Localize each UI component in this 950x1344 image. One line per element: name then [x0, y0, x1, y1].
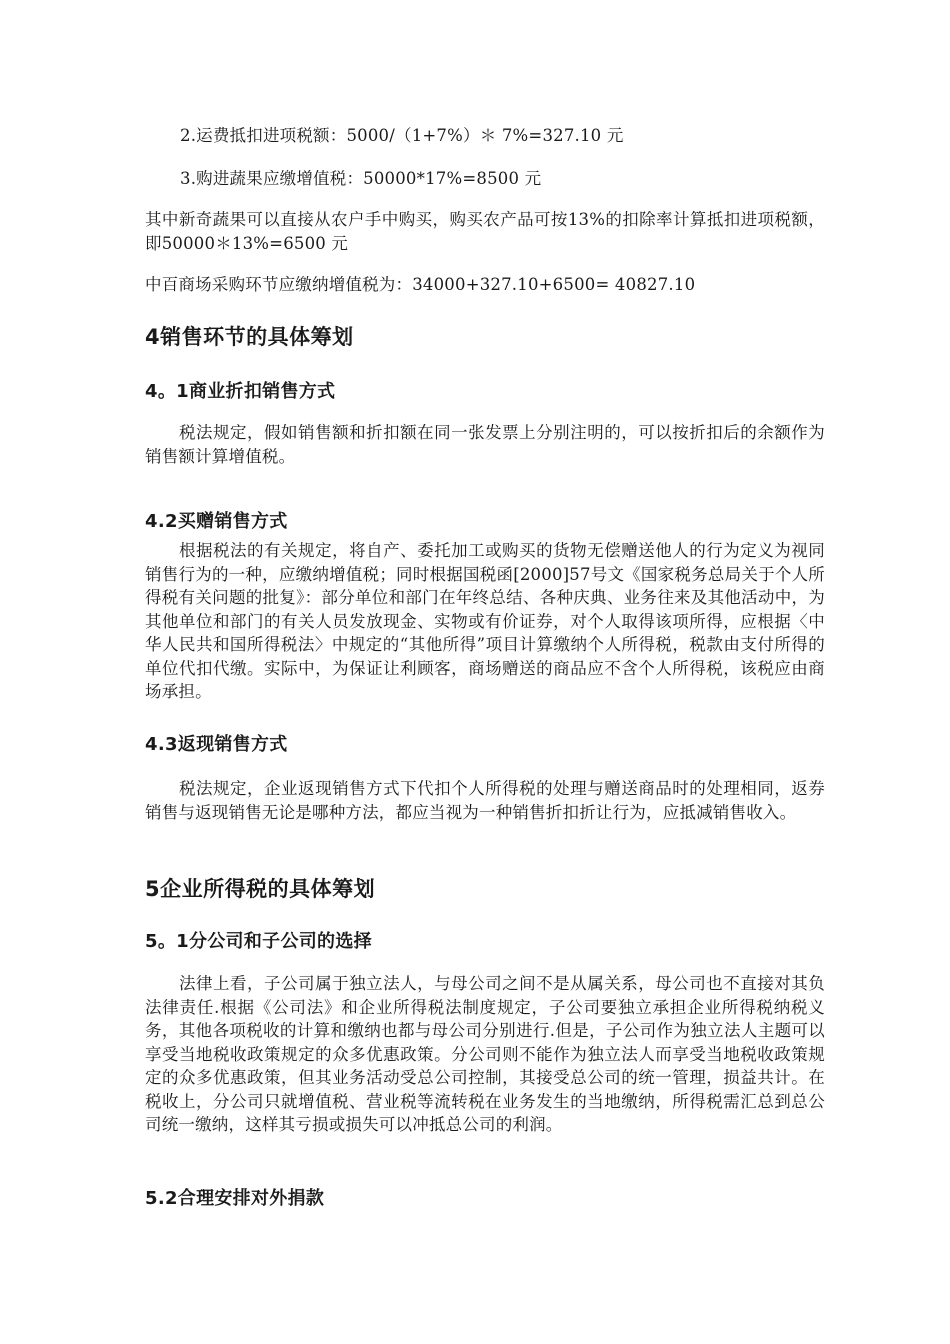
heading-5-1: 5。1分公司和子公司的选择: [145, 931, 372, 952]
calc-line-freight: 2.运费抵扣进项税额：5000/（1+7%）＊ 7%=327.10 元: [180, 126, 624, 145]
heading-5-2: 5.2合理安排对外捐款: [145, 1188, 325, 1209]
heading-4-1: 4。1商业折扣销售方式: [145, 381, 336, 402]
paragraph-4-1: 税法规定，假如销售额和折扣额在同一张发票上分别注明的，可以按折扣后的余额作为销售额计算增值税。: [145, 423, 825, 466]
paragraph-4-3: 税法规定，企业返现销售方式下代扣个人所得税的处理与赠送商品时的处理相同，返券销售与返现销售无论是哪种方法，都应当视为一种销售折扣折让行为，应抵减销售收入。: [145, 779, 825, 822]
heading-section-5: 5企业所得税的具体筹划: [145, 877, 376, 901]
heading-section-4: 4销售环节的具体筹划: [145, 325, 354, 349]
paragraph-5-1: 法律上看，子公司属于独立法人，与母公司之间不是从属关系，母公司也不直接对其负法律责任.根据《公司法》和企业所得税法制度规定，子公司要独立承担企业所得税纳税义务，其他各项税收的计算和缴纳也都与母公司分别进行.但是，子公司作为独立法人主题可以享受当地税收政策规定的众多优惠政策。分公司则不能作为独立法人而享受当地税收政策规定的众多优惠政策，但其业务活动受总公司控制，其接受总公司的统一管理，损益共计。在税收上，分公司只就增值税、营业税等流转税在业务发生的当地缴纳，所得税需汇总到总公司统一缴纳，这样其亏损或损失可以冲抵总公司的利润。: [145, 974, 825, 1134]
paragraph-total-vat: 中百商场采购环节应缴纳增值税为：34000+327.10+6500= 40827.10: [145, 275, 696, 294]
heading-4-3: 4.3返现销售方式: [145, 734, 288, 755]
calc-line-produce: 3.购进蔬果应缴增值税：50000*17%=8500 元: [180, 169, 542, 188]
paragraph-4-2: 根据税法的有关规定，将自产、委托加工或购买的货物无偿赠送他人的行为定义为视同销售行为的一种，应缴纳增值税；同时根据国税函[2000]57号文《国家税务总局关于个人所得税有关问题的批复》：部分单位和部门在年终总结、各种庆典、业务往来及其他活动中，为其他单位和部门的有关人员发放现金、实物或有价证券，对个人取得该项所得，应根据〈中华人民共和国所得税法〉中规定的“其他所得”项目计算缴纳个人所得税，税款由支付所得的单位代扣代缴。实际中，为保证让利顾客，商场赠送的商品应不含个人所得税，该税应由商场承担。: [145, 541, 825, 701]
heading-4-2: 4.2买赠销售方式: [145, 511, 288, 532]
paragraph-deduction: 其中新奇蔬果可以直接从农户手中购买，购买农产品可按13%的扣除率计算抵扣进项税额，即50000＊13%=6500 元: [145, 210, 825, 253]
